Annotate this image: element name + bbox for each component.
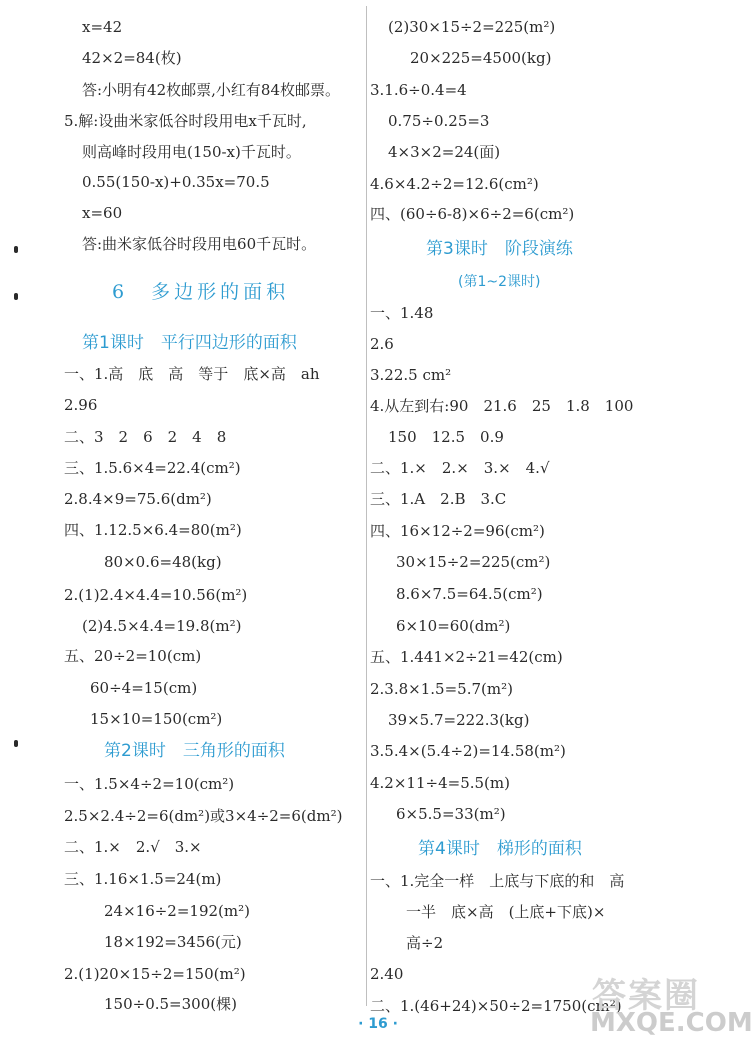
chapter-title: 6 多边形的面积: [112, 281, 290, 303]
answer-line: 2.3.8×1.5=5.7(m²): [370, 680, 513, 698]
answer-line: 24×16÷2=192(m²): [104, 902, 250, 920]
answer-line: 一、1.5×4÷2=10(cm²): [64, 775, 235, 793]
answer-line: 四、1.12.5×6.4=80(m²): [64, 521, 242, 539]
answer-line: 一、1.高 底 高 等于 底×高 ah: [64, 365, 320, 383]
answer-line: 4.从左到右:90 21.6 25 1.8 100: [370, 397, 634, 415]
answer-line: 2.(1)2.4×4.4=10.56(m²): [64, 586, 248, 604]
answer-line: 80×0.6=48(kg): [104, 553, 222, 571]
answer-line: (2)30×15÷2=225(m²): [388, 18, 556, 36]
answer-line: 答:小明有42枚邮票,小红有84枚邮票。: [82, 81, 340, 99]
answer-line: x=42: [82, 18, 123, 36]
answer-line: 2.6: [370, 335, 394, 353]
answer-line: 五、20÷2=10(cm): [64, 647, 202, 665]
answer-line: 答:曲米家低谷时段用电60千瓦时。: [82, 235, 317, 253]
answer-line: 5.解:设曲米家低谷时段用电x千瓦时,: [64, 112, 307, 130]
answer-line: 18×192=3456(元): [104, 933, 242, 951]
answer-line: 39×5.7=222.3(kg): [388, 711, 530, 729]
answer-line: 3.5.4×(5.4÷2)=14.58(m²): [370, 742, 566, 760]
answer-line: (2)4.5×4.4=19.8(m²): [82, 617, 242, 635]
answer-line: 60÷4=15(cm): [90, 679, 198, 697]
column-divider: [366, 6, 367, 1006]
answer-line: 一半 底×高 (上底+下底)×: [406, 903, 606, 921]
lesson-heading: 第3课时 阶段演练: [426, 239, 573, 259]
answer-line: 4.6×4.2÷2=12.6(cm²): [370, 175, 539, 193]
answer-line: 42×2=84(枚): [82, 49, 182, 67]
answer-line: 一、1.48: [370, 304, 434, 322]
answer-line: 150 12.5 0.9: [388, 428, 504, 446]
lesson-heading: 第4课时 梯形的面积: [418, 839, 582, 859]
margin-mark: [14, 293, 18, 300]
answer-line: 3.22.5 cm²: [370, 366, 452, 384]
answer-line: 6×5.5=33(m²): [396, 805, 506, 823]
answer-line: 三、1.16×1.5=24(m): [64, 870, 222, 888]
watermark: [590, 968, 753, 1038]
answer-line: 0.55(150-x)+0.35x=70.5: [82, 173, 270, 191]
answer-line: 2.8.4×9=75.6(dm²): [64, 490, 212, 508]
answer-line: 8.6×7.5=64.5(cm²): [396, 585, 543, 603]
watermark-url: MXQE.COM: [590, 1008, 753, 1038]
answer-line: 二、1.(46+24)×50÷2=1750(cm²): [370, 997, 622, 1015]
answer-line: 四、16×12÷2=96(cm²): [370, 522, 545, 540]
answer-line: 2.(1)20×15÷2=150(m²): [64, 965, 246, 983]
answer-line: 2.96: [64, 396, 98, 414]
answer-line: 0.75÷0.25=3: [388, 112, 490, 130]
answer-line: 6×10=60(dm²): [396, 617, 511, 635]
answer-line: 三、1.5.6×4=22.4(cm²): [64, 459, 241, 477]
answer-line: x=60: [82, 204, 123, 222]
margin-mark: [14, 246, 18, 253]
answer-line: 2.5×2.4÷2=6(dm²)或3×4÷2=6(dm²): [64, 807, 343, 825]
answer-line: 一、1.完全一样 上底与下底的和 高: [370, 872, 625, 890]
lesson-heading: 第1课时 平行四边形的面积: [82, 333, 297, 353]
page-number: · 16 ·: [358, 1016, 398, 1032]
margin-mark: [14, 740, 18, 747]
answer-line: 4.2×11÷4=5.5(m): [370, 774, 510, 792]
lesson-heading: 第2课时 三角形的面积: [104, 741, 285, 761]
answer-line: 二、3 2 6 2 4 8: [64, 428, 227, 446]
lesson-subheading: (第1~2课时): [458, 274, 541, 290]
answer-line: 30×15÷2=225(cm²): [396, 553, 551, 571]
answer-line: 20×225=4500(kg): [410, 49, 552, 67]
answer-line: 三、1.A 2.B 3.C: [370, 490, 507, 508]
answer-line: 二、1.× 2.× 3.× 4.√: [370, 459, 550, 477]
answer-line: 4×3×2=24(面): [388, 143, 501, 161]
answer-line: 四、(60÷6-8)×6÷2=6(cm²): [370, 205, 575, 223]
answer-line: 二、1.× 2.√ 3.×: [64, 838, 202, 856]
answer-line: 则高峰时段用电(150-x)千瓦时。: [82, 143, 301, 161]
answer-line: 2.40: [370, 965, 404, 983]
answer-line: 150÷0.5=300(棵): [104, 995, 237, 1013]
answer-line: 高÷2: [406, 934, 444, 952]
answer-line: 15×10=150(cm²): [90, 710, 223, 728]
answer-line: 3.1.6÷0.4=4: [370, 81, 467, 99]
answer-line: 五、1.441×2÷21=42(cm): [370, 648, 563, 666]
watermark-logo-text: 答案圈: [592, 976, 700, 1016]
